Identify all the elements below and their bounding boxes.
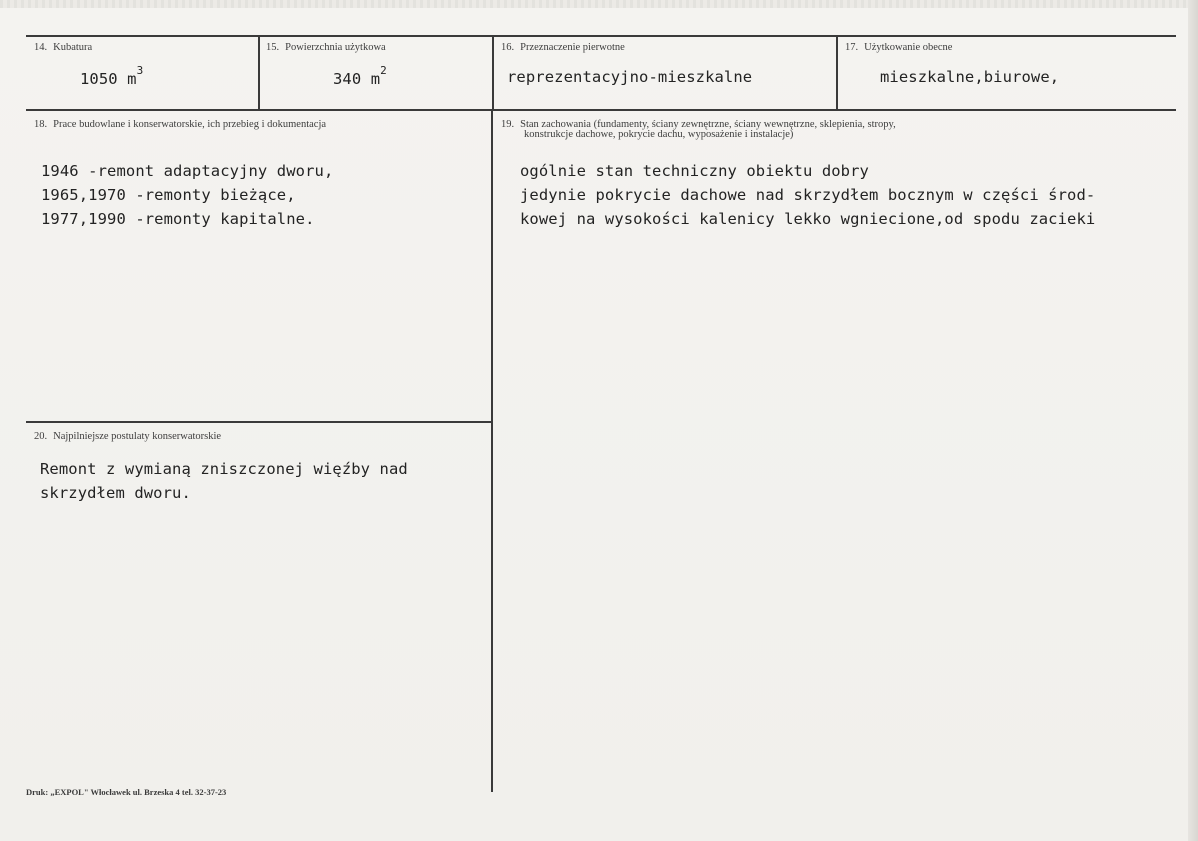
field-18-line: 1977,1990 -remonty kapitalne. (41, 210, 315, 228)
field-19-text (520, 159, 1095, 231)
field-20-label: 20. Najpilniejsze postulaty konserwatorskie (34, 431, 222, 442)
field-19-label-line1: 19. Stan zachowania (fundamenty, ściany zewnętrzne, ściany wewnętrzne, sklepienia, stropy, (501, 119, 896, 130)
field-20-text (40, 457, 408, 505)
section-18-20-rule (26, 421, 492, 423)
field-16-label: 16. Przeznaczenie pierwotne (501, 42, 625, 53)
main-column-divider (491, 109, 493, 792)
top-edge (0, 0, 1198, 8)
field-15-label: 15. Powierzchnia użytkowa (266, 42, 386, 53)
divider-14-15 (258, 35, 260, 110)
field-19-line: jedynie pokrycie dachowe nad skrzydłem bocznym w części środ- (520, 186, 1096, 204)
field-16-value: reprezentacyjno-mieszkalne (507, 68, 753, 86)
field-14-value: 1050 $m^3$ (80, 64, 144, 89)
field-19-line: ogólnie stan techniczny obiektu dobry (520, 162, 869, 180)
printer-imprint: Druk: „EXPOL" Włocławek ul. Brzeska 4 tel. 32-37-23 (26, 787, 227, 797)
top-rule (26, 35, 1176, 37)
field-17-value: mieszkalne,biurowe, (880, 68, 1060, 86)
field-18-line: 1946 -remont adaptacyjny dworu, (41, 162, 334, 180)
field-14-label: 14. Kubatura (34, 42, 93, 53)
field-19-label-line2: konstrukcje dachowe, pokrycie dachu, wyposażenie i instalacje) (524, 129, 794, 140)
row1-bottom-rule (26, 109, 1176, 111)
field-18-line: 1965,1970 -remonty bieżące, (41, 186, 296, 204)
field-18-label: 18. Prace budowlane i konserwatorskie, ich przebieg i dokumentacja (34, 119, 327, 130)
field-15-value: 340 $m^2$ (333, 64, 387, 89)
field-17-label: 17. Użytkowanie obecne (845, 42, 953, 53)
field-19-line: kowej na wysokości kalenicy lekko wgniecione,od spodu zacieki (520, 210, 1096, 228)
field-20-line: skrzydłem dworu. (40, 484, 191, 502)
field-18-text (41, 159, 333, 231)
field-20-line: Remont z wymianą zniszczonej więźby nad (40, 460, 408, 478)
divider-16-17 (836, 35, 838, 110)
divider-15-16 (492, 35, 494, 110)
right-edge (1188, 0, 1198, 841)
